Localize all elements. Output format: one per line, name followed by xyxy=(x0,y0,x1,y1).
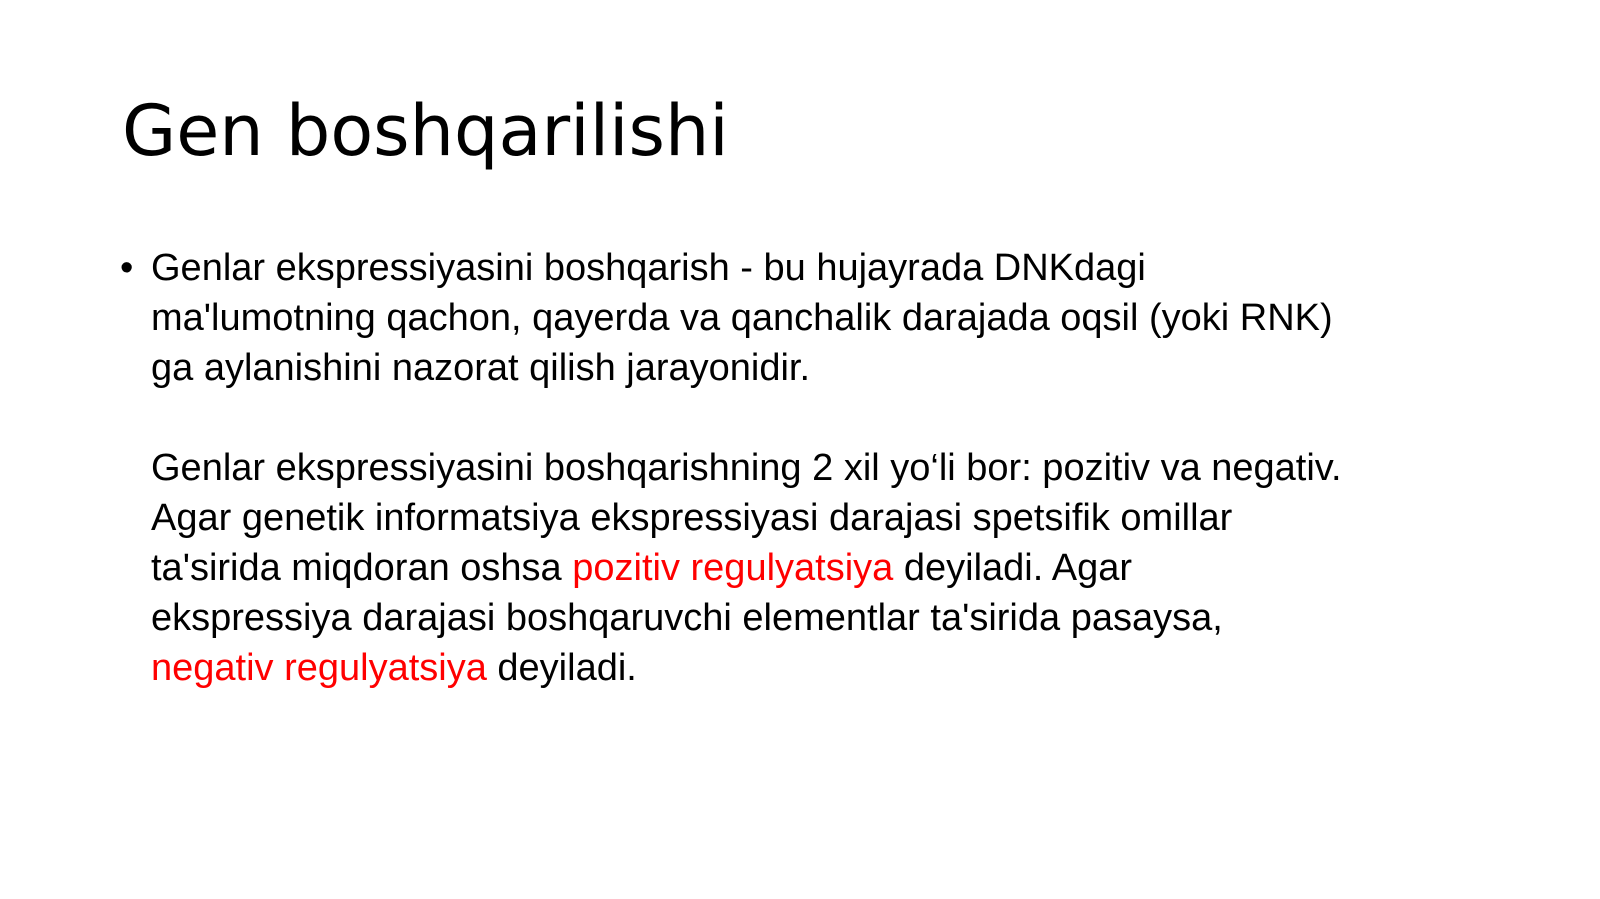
paragraph-2-line-3 xyxy=(151,543,1500,593)
paragraph-1-line-3: ga aylanishini nazorat qilish jarayonidir. xyxy=(151,347,811,389)
paragraph-spacer xyxy=(151,393,1500,443)
line-3-text-after: deyiladi. Agar xyxy=(893,547,1133,589)
line-5-text-after: deyiladi. xyxy=(486,647,637,689)
paragraph-2-line-1: Genlar ekspressiyasini boshqarishning 2 xil yo‘li bor: pozitiv va negativ. xyxy=(151,447,1342,489)
paragraph-1-line-1: Genlar ekspressiyasini boshqarish - bu hujayrada DNKdagi xyxy=(151,247,1146,289)
bullet-item xyxy=(120,243,1500,693)
slide-title: Gen boshqarilishi xyxy=(122,90,729,172)
bullet-icon: • xyxy=(120,247,134,289)
paragraph-2-line-2: Agar genetik informatsiya ekspressiyasi darajasi spetsifik omillar xyxy=(151,497,1233,539)
paragraph-1-line-2: ma'lumotning qachon, qayerda va qanchalik darajada oqsil (yoki RNK) xyxy=(151,297,1333,339)
slide-body xyxy=(120,243,1500,693)
paragraph-2-line-5 xyxy=(151,643,1500,693)
line-3-text-before: ta'sirida miqdoran oshsa xyxy=(151,547,573,589)
positive-regulation-highlight: pozitiv regulyatsiya xyxy=(572,547,894,589)
paragraph-2-line-4: ekspressiya darajasi boshqaruvchi elementlar ta'sirida pasaysa, xyxy=(151,597,1223,639)
negative-regulation-highlight: negativ regulyatsiya xyxy=(151,647,487,689)
